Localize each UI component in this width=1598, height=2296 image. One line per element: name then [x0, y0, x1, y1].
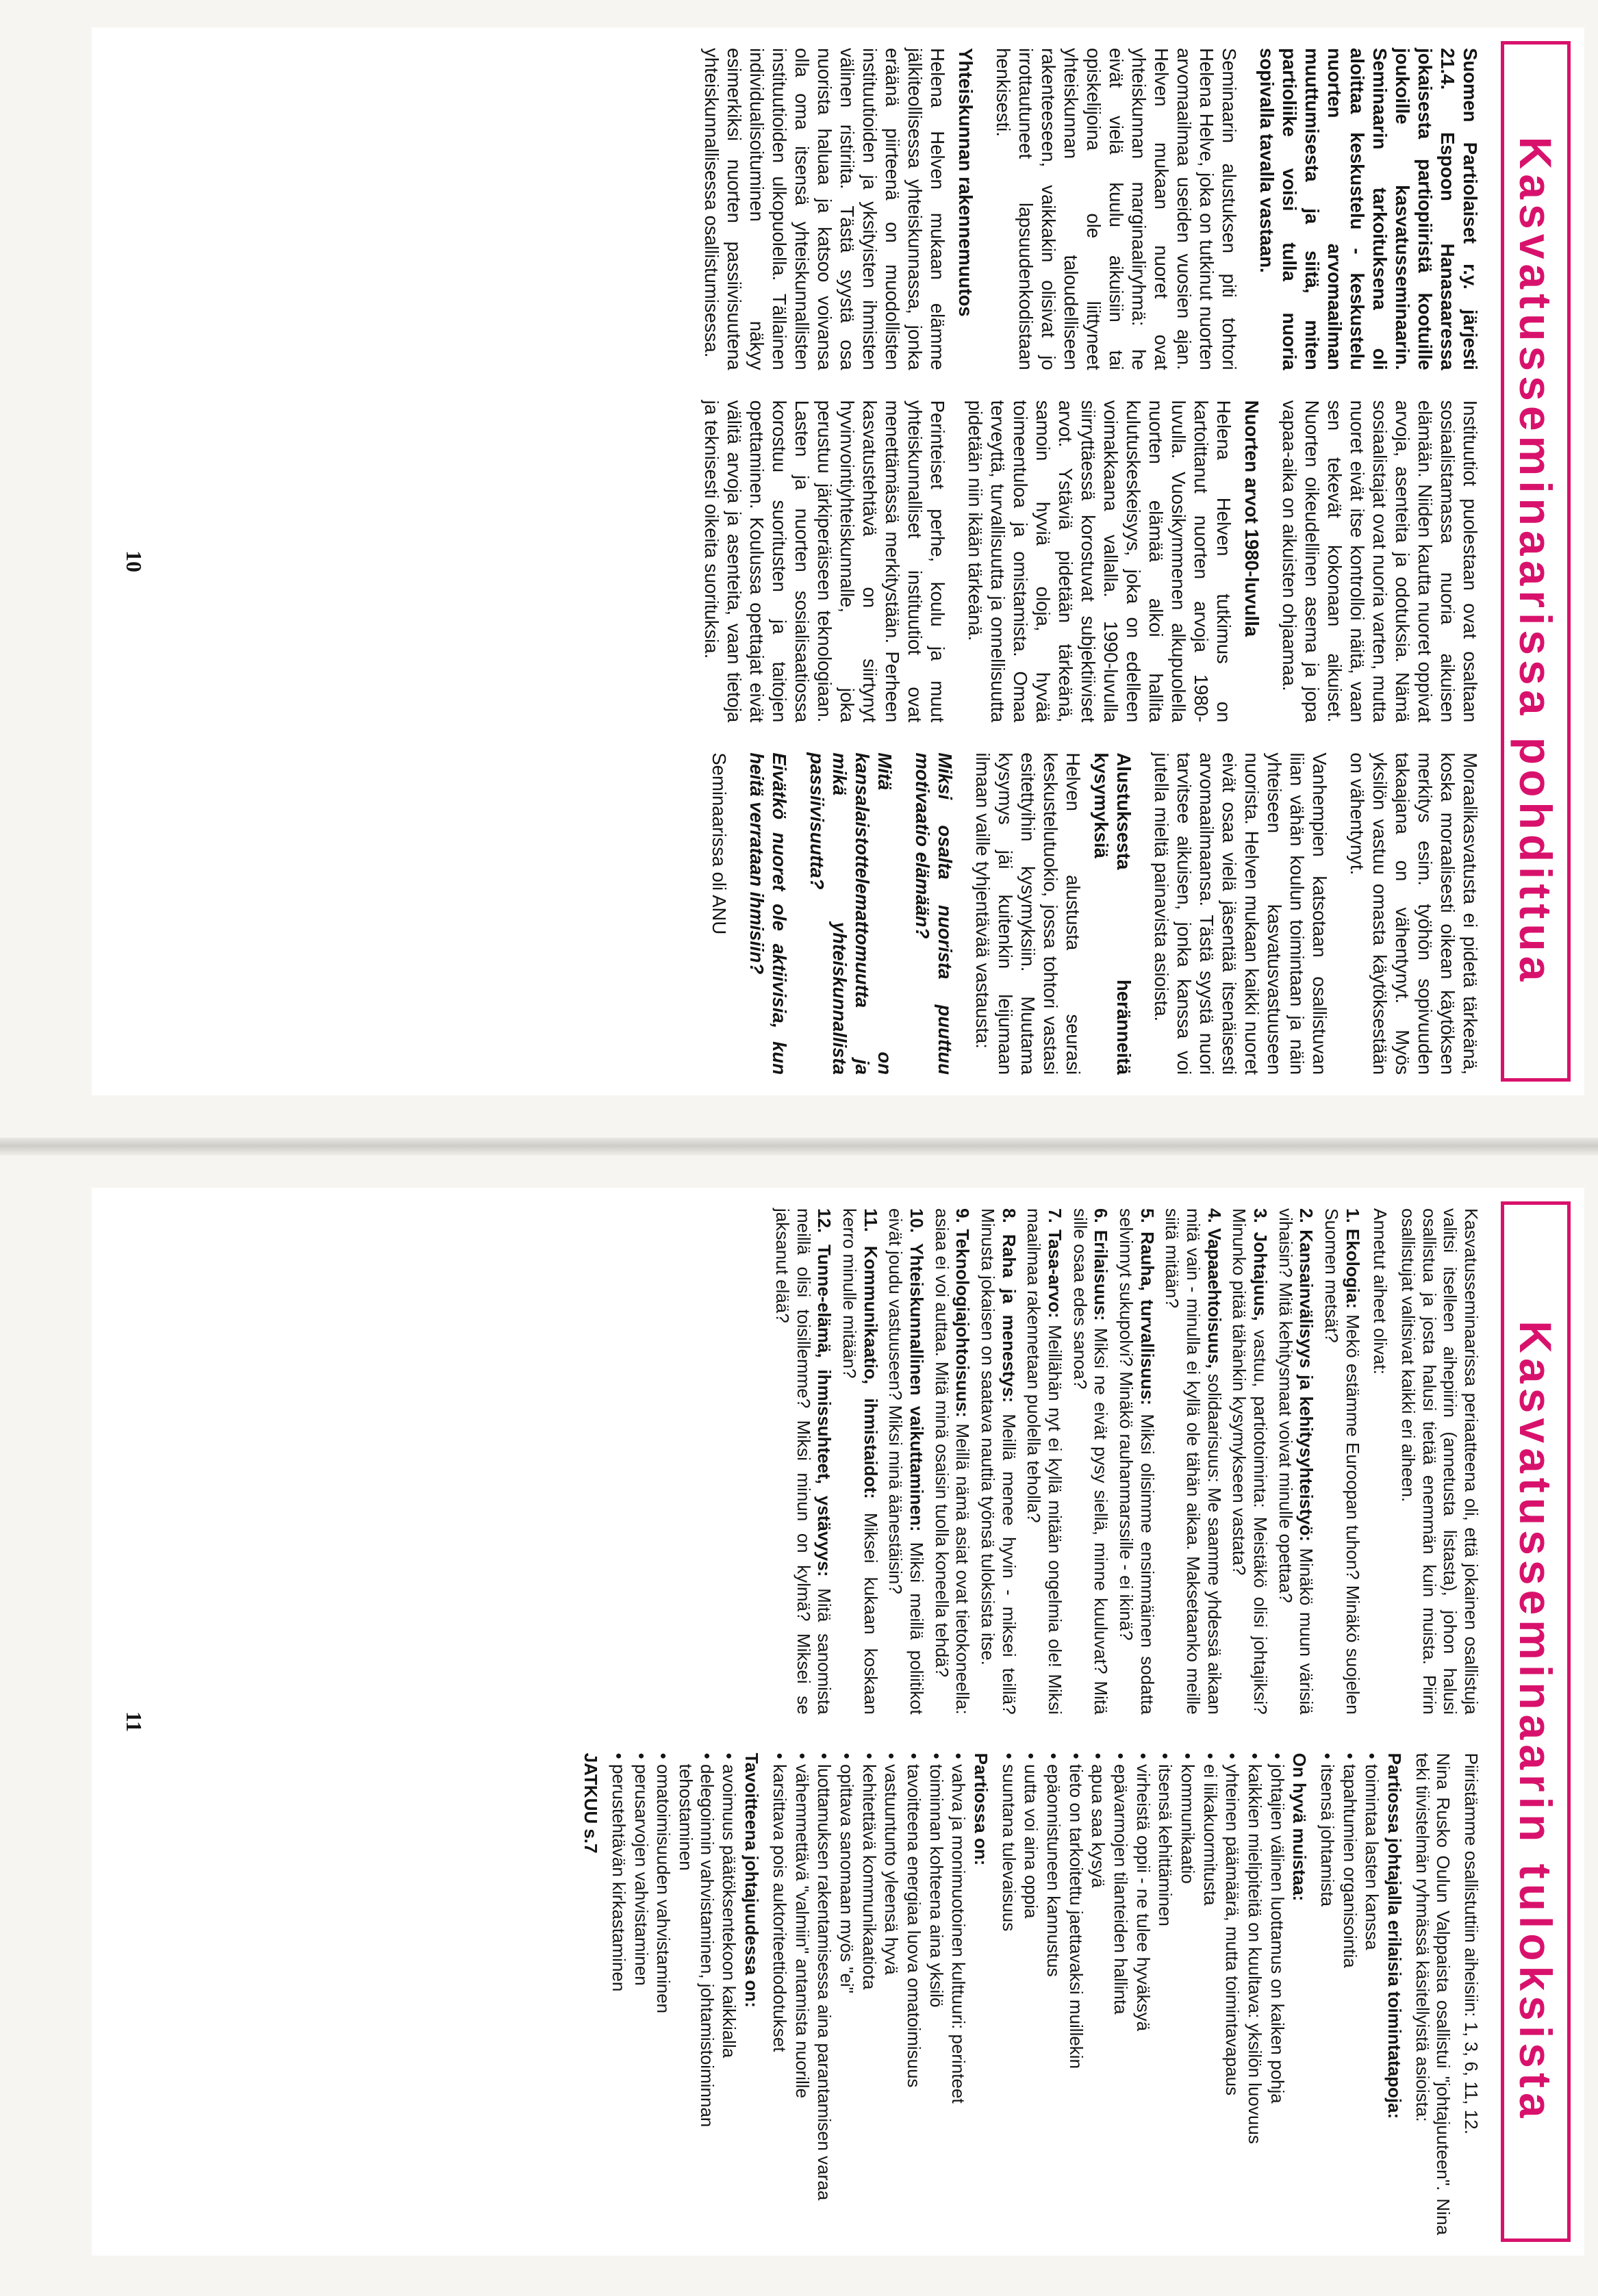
topic-10-head: 10. Yhteiskunnallinen vaikuttaminen: — [906, 1208, 927, 1532]
page-11-column-2 — [160, 1753, 1482, 2235]
topic-5 — [1115, 1208, 1157, 1715]
article-lead: Suomen Partiolaiset r.y. järjesti 21.4. Espoon Hanasaaressa jokaisesta partiopiiristä kootuille joukoille kasvatusseminaarin. Seminaarin tarkoituksena oli aloittaa keskustelu - keskustelu nuorten arvomaailman muuttumisesta ja siitä, miten partioliike voisi tulla nuoria sopivalla tavalla vastaan. — [1256, 48, 1481, 370]
list-item: • itsensä kehittäminen — [1155, 1753, 1176, 2235]
topic-10 — [885, 1208, 927, 1715]
topic-8 — [977, 1208, 1019, 1715]
topic-8-text: Meillä menee hyvin - miksei teillä? Minusta jokaisen on saatava nauttia työnsä tuloksista itse. — [977, 1208, 1019, 1715]
page-11-column-1 — [160, 1208, 1482, 1715]
topic-8-head: 8. Raha ja menestys: — [998, 1208, 1019, 1403]
topic-11-head: 11. Kommunikaatio, ihmistaidot: — [860, 1208, 881, 1499]
list-hyva — [998, 1753, 1288, 2235]
topic-1-head: 1. Ekologia: — [1342, 1208, 1363, 1309]
topic-4-head: 4. Vapaaehtoisuus, — [1204, 1208, 1225, 1369]
list-item: • opittava sanomaan myös "ei" — [836, 1753, 857, 2235]
list-item: • ei liikakuormitusta — [1200, 1753, 1221, 2235]
list-tavoitteena — [608, 1753, 739, 2235]
heading-hyva: On hyvä muistaa: — [1289, 1752, 1310, 1902]
subheading-arvot: Nuorten arvot 1980-luvulla — [1241, 400, 1263, 637]
subheading-kysymykset: Alustuksesta heränneitä kysymyksiä — [1091, 752, 1134, 1075]
page-10-title-box — [1501, 41, 1571, 1082]
topic-12 — [772, 1208, 835, 1715]
list-item: • kommunikaatio — [1177, 1753, 1198, 2235]
list-item: • vastuuntunto yleensä hyvä — [881, 1753, 902, 2235]
list-item: • tieto on tarkoitettu jaettavaksi muillekin — [1065, 1753, 1087, 2235]
paragraph-kysymykset: Helven alustusta seurasi keskustelutuokio, jossa tohtori vastasi esitettyihin kysymyksiin. Muutama kysymys jäi kuitenkin leijumaan ilmaan vaille tyhjentävää vastausta: — [972, 752, 1084, 1075]
topic-3-text: vastuu, partiotoiminta: Meistäkö olisi johtajiksi? Minunko pitää tähänkin kysymykseen vastata? — [1229, 1208, 1271, 1715]
page-10-column-3 — [160, 752, 1482, 1075]
page-10-number: 10 — [122, 550, 147, 572]
page-10-column-2 — [160, 400, 1482, 723]
list-item: • uutta voi aina oppia — [1021, 1753, 1042, 2235]
paragraph-anu: Seminaarissa oli ANU — [709, 752, 730, 935]
heading-tavoitteena: Tavoitteena johtajuudessa on: — [741, 1752, 763, 2008]
list-item: • tapahtumien organisointia — [1339, 1753, 1360, 2235]
page-11-columns — [160, 1208, 1482, 2235]
list-item: • epävarmojen tilanteiden hallinta — [1110, 1753, 1131, 2235]
topic-2-text: Minäkö muun värisiä vihaisin? Mitä kehitysmaat voivat minulle opettaa? — [1275, 1208, 1317, 1715]
paragraph-tutkimus: Helena Helven tutkimus on kartoittanut nuorten arvoja 1980-luvulla. Vuosikymmenen alkupuolella nuorten elämää alkoi hallita kulutuskeskeisyys, joka on edelleen voimakkaana vallalla. 1990-luvulla siirryttäessä korostuvat subjektiiviset arvot. Ystäviä pidetään tärkeänä, samoin hyviä oloja, hyvää toimeentuloa ja omistamista. Omaa terveyttä, turvallisuutta ja onnellisuutta pidetään niin ikään tärkeänä. — [965, 400, 1234, 723]
page-11-number: 11 — [122, 1711, 147, 1733]
page-11-title: Kasvatusseminaarin tuloksista — [1510, 1321, 1561, 2123]
list-item: • suuntana tulevaisuus — [998, 1753, 1019, 2235]
topic-6 — [1069, 1208, 1111, 1715]
question-1: Miksi osalta nuorista puuttuu motivaatio elämään? — [912, 752, 956, 1075]
page-10-title: Kasvatusseminaarissa pohdittua — [1510, 136, 1561, 986]
topic-1 — [1321, 1208, 1362, 1715]
paragraph-perinteiset: Perinteiset perhe, koulu ja muut yhteiskunnalliset instituutiot ovat menettämässä merkitystään. Perheen kasvatustehtävä on siirtynyt hyvinvointiyhteiskunnalle, joka perustuu järkiperäiseen teknologiaan. Lasten ja nuorten sosialisaatiossa korostuu suoritusten ja taitojen opettaminen. Koulussa opettajat eivät välitä arvoja ja asenteita, vaan tietoja ja teknisesti oikeita suorituksia. — [701, 400, 948, 723]
page-10-columns — [160, 48, 1482, 1075]
piiri-line: Piiristämme osallistuttiin aiheisiin: 1, 3, 6, 11, 12. — [1461, 1752, 1482, 2134]
list-item: • delegoinnin vahvistaminen, johtamistoiminnan tehostaminen — [675, 1753, 717, 2235]
list-toimintatavat — [1317, 1753, 1382, 2235]
page-11 — [92, 1188, 1584, 2256]
page-11-title-box — [1501, 1201, 1571, 2242]
paragraph-moraali: Moraalikasvatusta ei pidetä tärkeänä, koska moraalisesti oikean käytöksen merkitys esim. työhön sopivuuden takaajana on vähentynyt. Myös yksilön vastuu omasta käytöksestään on vähentynyt. — [1347, 752, 1481, 1075]
topic-3 — [1229, 1208, 1271, 1715]
topic-7 — [1024, 1208, 1065, 1715]
topic-9-head: 9. Teknologiajohtoisuus: — [952, 1208, 974, 1418]
paragraph-vanhemmat: Vanhempien katsotaan osallistuvan liian vähän koulun toimintaan ja näin yhteiseen kasvatusvastuuseen nuorista. Helven mukaan kaikki nuoret eivät osaa vielä jäsentää itsenäisesti arvomaailmaansa. Tästä syystä nuori tarvitsee aikuisen, jonka kanssa voi jutella mieltä painavista asioista. — [1151, 752, 1330, 1075]
topic-11-text: Miksei kukaan koskaan kerro minulle mitään? — [839, 1208, 881, 1715]
topic-1-text: Mekö estämme Euroopan tuhon? Minäkö suojelen Suomen metsät? — [1321, 1208, 1363, 1715]
nina-paragraph: Nina Rusko Oulun Valppaista osallistui "johtajuuteen". Nina teki tiivistelmän ryhmässä käsitellyistä asioista: — [1412, 1752, 1454, 2235]
subheading-rakennemuutos: Yhteiskunnan rakennemuutos — [955, 48, 976, 317]
page-11-intro: Kasvatusseminaarissa periaatteena oli, että jokainen osallistuja valitsi itselleen aihepiirin (annetusta listasta), johon halusi osallistua ja josta halusi tietää enemmän kuin muista. Piirin osallistujat valitsivat kaikki eri aiheen. — [1397, 1208, 1482, 1715]
list-item: • perustehtävän kirkastaminen — [608, 1753, 629, 2235]
topic-7-head: 7. Tasa-arvo: — [1044, 1208, 1065, 1318]
paragraph-instituutiot: Instituutiot puolestaan ovat osaltaan sosiaalistamassa nuoria aikuisen elämään. Niiden kautta nuoret oppivat arvoja, asenteita ja odotuksia. Nämä sosiaalistajat ovat nuoria varten, mutta nuoret eivät itse kontrolloi näitä, vaan sen tekevät kokonaan aikuiset. Nuorten oikeudellinen asema ja jopa vapaa-aika on aikuisten ohjaamaa. — [1279, 400, 1481, 723]
list-item: • tavoitteena energiaa luova omatoimisuus — [903, 1753, 924, 2235]
paragraph-alustus: Seminaarin alustuksen piti tohtori Helena Helve, joka on tutkinut nuorten arvomaailmaa useiden vuosien ajan. Helven mukaan nuoret ovat yhteiskunnan marginaaliryhmä: he eivät vielä kuulu aikuisiin tai opiskelijoina ole liittyneet yhteiskunnan taloudelliseen rakenteeseen, vaikkakin olisivat jo irrottautuneet lapsuudenkodistaan henkisesti. — [993, 48, 1240, 370]
topic-3-head: 3. Johtajuus, — [1250, 1208, 1271, 1321]
page-10-column-1 — [160, 48, 1482, 370]
list-item: • itsensä johtamista — [1317, 1753, 1338, 2235]
list-item: • karsittava pois auktoriteettiodotukset — [769, 1753, 790, 2235]
list-item: • epäonnistuneen kannustus — [1043, 1753, 1064, 2235]
topic-5-head: 5. Rauha, turvallisuus: — [1137, 1208, 1158, 1405]
question-2: Mitä on kansalaistottelemattomuutta ja mikä yhteiskunnallista passiivisuutta? — [807, 752, 896, 1075]
list-item: • toimintaa lasten kanssa — [1362, 1753, 1383, 2235]
topic-6-text: Miksi ne eivät pysy siellä, minne kuuluvat? Mitä sille osaa edes sanoa? — [1069, 1208, 1112, 1715]
list-item: • kehitettävä kommunikaatiota — [859, 1753, 880, 2235]
question-3: Eivätkö nuoret ole aktiivisia, kun heitä verrataan ihmisiin? — [746, 752, 790, 1075]
topic-9 — [931, 1208, 973, 1715]
list-item: • luottamuksen rakentamisessa aina parantamisen varaa — [814, 1753, 835, 2235]
topic-7-text: Meillähän nyt ei kyllä mitään ongelmia ole! Miksi maailmaa rakennetaan puolella teholla? — [1024, 1208, 1065, 1715]
list-partiossa — [769, 1753, 969, 2235]
continued-note: JATKUU s.7 — [581, 1752, 602, 1854]
list-item: • johtajien välinen luottamus on kaiken pohja — [1267, 1753, 1288, 2235]
topic-4 — [1162, 1208, 1225, 1715]
heading-toimintatavat: Partiossa johtajalla erilaisia toimintatapoja: — [1384, 1752, 1405, 2119]
topic-6-head: 6. Erilaisuus: — [1091, 1208, 1112, 1321]
topic-4-text: solidaarisuus: Me saamme yhdessä aikaan mitä vain - minulla ei kyllä ole tähän aikaa. Maksetaanko meille siitä mitään? — [1162, 1208, 1225, 1715]
page-spread-gutter — [0, 1138, 1598, 1156]
list-item: • yhteinen päämäärä, mutta toimintavapaus — [1222, 1753, 1243, 2235]
heading-partiossa: Partiossa on: — [970, 1752, 991, 1866]
list-item: • avoimuus päätöksentekoon kaikkialla — [719, 1753, 740, 2235]
topic-2-head: 2. Kansainvälisyys ja kehitysyhteistyö: — [1296, 1208, 1317, 1542]
topic-11 — [839, 1208, 880, 1715]
list-item: • vahva ja monimuotoinen kulttuuri: perinteet — [948, 1753, 969, 2235]
topics-label: Annetut aiheet olivat: — [1370, 1208, 1391, 1375]
topic-12-head: 12. Tunne-elämä, ihmissuhteet, ystävyys: — [814, 1208, 835, 1577]
topic-9-text: Meillä nämä asiat ovat tietokoneella: asiaa ei voi auttaa. Mitä minä osaisin tuolla koneella tehdä? — [931, 1208, 974, 1715]
page-10 — [92, 27, 1584, 1095]
list-item: • perusarvojen vahvistaminen — [631, 1753, 652, 2235]
list-item: • virheistä oppii - ne tulee hyväksyä — [1132, 1753, 1154, 2235]
topic-12-text: Mitä sanomista meillä olisi toisillemme? Miksi minun on kylmä? Miksei se jaksanut elää? — [772, 1208, 835, 1715]
topic-10-text: Miksi meillä poliitikot eivät joudu vastuuseen? Miksi minä äänestäisin? — [885, 1208, 927, 1715]
topic-5-text: Miksi olisimme ensimmäinen sodatta selvinnyt sukupolvi? Minäkö rauhanmarssille - ei ikinä? — [1115, 1208, 1158, 1715]
topic-2 — [1275, 1208, 1317, 1715]
list-item: • kaikkien mielipiteitä on kuultava: yksilön luovuus — [1244, 1753, 1265, 2235]
list-item: • apua saa kysyä — [1088, 1753, 1109, 2235]
list-item: • vähemmettävä "valmiin" antamista nuorille — [791, 1753, 813, 2235]
list-item: • toiminnan kohteena aina yksilö — [926, 1753, 947, 2235]
paragraph-helve: Helena Helven mukaan elämme jälkiteollisessa yhteiskunnassa, jonka eräänä piirteenä on muodollisten instituutioiden ja yksityisten ihmisten välinen ristiriita. Tästä syystä osa nuorista haluaa ja katsoo voivansa olla oma itsensä yhteiskunnallisten instituutioiden ulkopuolella. Tällainen individualisoituminen näkyy esimerkiksi nuorten passiivisuutena yhteiskunnallisessa osallistumisessa. — [701, 48, 948, 370]
list-item: • omatoimisuuden vahvistaminen — [653, 1753, 674, 2235]
